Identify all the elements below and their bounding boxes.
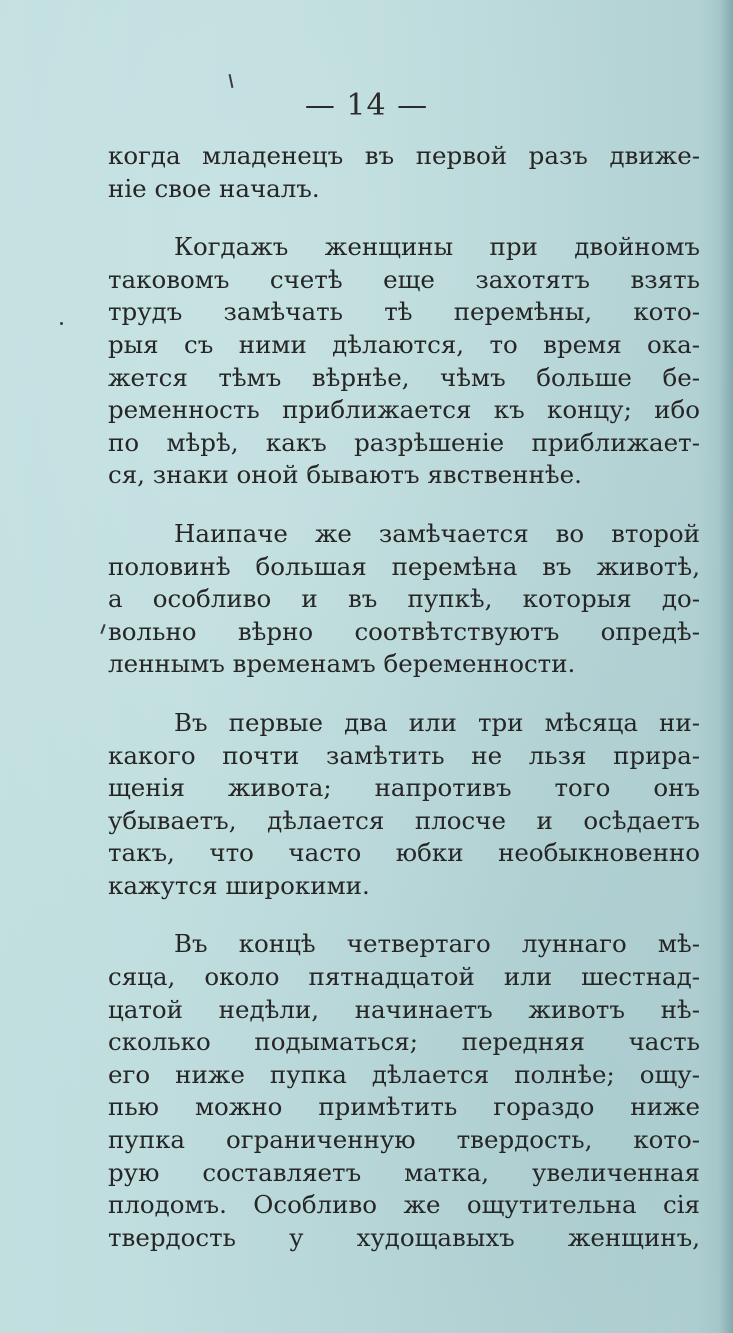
text-line: твердость у худощавыхъ женщинъ, [108, 1222, 700, 1252]
text-line: сяца, около пятнадцатой или шестнад- [108, 962, 700, 992]
text-line: по мѣрѣ, какъ разрѣшенiе приближает- [108, 427, 700, 457]
paragraph [108, 518, 700, 681]
paragraph [108, 231, 700, 492]
text-line: половинѣ большая перемѣна въ животѣ, [108, 551, 700, 581]
text-line: ся, знаки оной бываютъ явственнѣе. [108, 460, 582, 490]
text-line: Въ первые два или три мѣсяца ни- [174, 707, 700, 737]
text-line: какого почти замѣтить не льзя прира- [108, 740, 700, 770]
text-line: плодомъ. Особливо же ощутительна сiя [108, 1190, 700, 1220]
text-line: таковомъ счетѣ еще захотятъ взять [108, 264, 700, 294]
text-line: когда младенецъ въ первой разъ движе- [108, 141, 700, 170]
text-line: жется тѣмъ вѣрнѣе, чѣмъ больше бе- [108, 362, 700, 392]
text-line: Наипаче же замѣчается во второй [174, 518, 700, 548]
page-edge-shadow [719, 0, 733, 1333]
text-line: пупка ограниченную твердость, кото- [108, 1125, 700, 1155]
page-number: — 14 — [304, 88, 429, 123]
paragraph [108, 140, 700, 205]
ink-speck [60, 322, 63, 325]
text-line: цатой недѣли, начинаетъ животъ нѣ- [108, 994, 700, 1024]
text-line: такъ, что часто юбки необыкновенно [108, 838, 700, 868]
paragraph [108, 928, 700, 1254]
text-line: щенiя живота; напротивъ того онъ [108, 773, 700, 803]
text-line: рую составляетъ матка, увеличенная [108, 1157, 700, 1187]
text-line: пью можно примѣтить гораздо ниже [108, 1092, 700, 1122]
text-line: Въ концѣ четвертаго луннаго мѣ- [174, 929, 700, 959]
paragraph [108, 707, 700, 903]
text-line: ременность приближается къ концу; ибо [108, 395, 700, 425]
ink-speck [229, 74, 234, 88]
text-line: рыя съ ними дѣлаются, то время ока- [108, 329, 700, 359]
ink-speck [100, 624, 105, 634]
text-line: кажутся широкими. [108, 870, 370, 900]
text-line: убываетъ, дѣлается плосче и осѣдаетъ [108, 805, 700, 835]
text-line: нiе свое началъ. [108, 173, 320, 203]
text-line: трудъ замѣчать тѣ перемѣны, кото- [108, 297, 700, 327]
text-line: сколько подыматься; передняя часть [108, 1027, 700, 1057]
text-line: вольно вѣрно соотвѣтствуютъ опредѣ- [108, 616, 700, 646]
body-text [108, 140, 700, 1254]
text-line: леннымъ временамъ беременности. [108, 649, 576, 679]
text-line: а особливо и въ пупкѣ, которыя до- [108, 584, 700, 614]
text-line: Когдажъ женщины при двойномъ [174, 232, 700, 262]
text-line: его ниже пупка дѣлается полнѣе; ощу- [108, 1059, 700, 1089]
